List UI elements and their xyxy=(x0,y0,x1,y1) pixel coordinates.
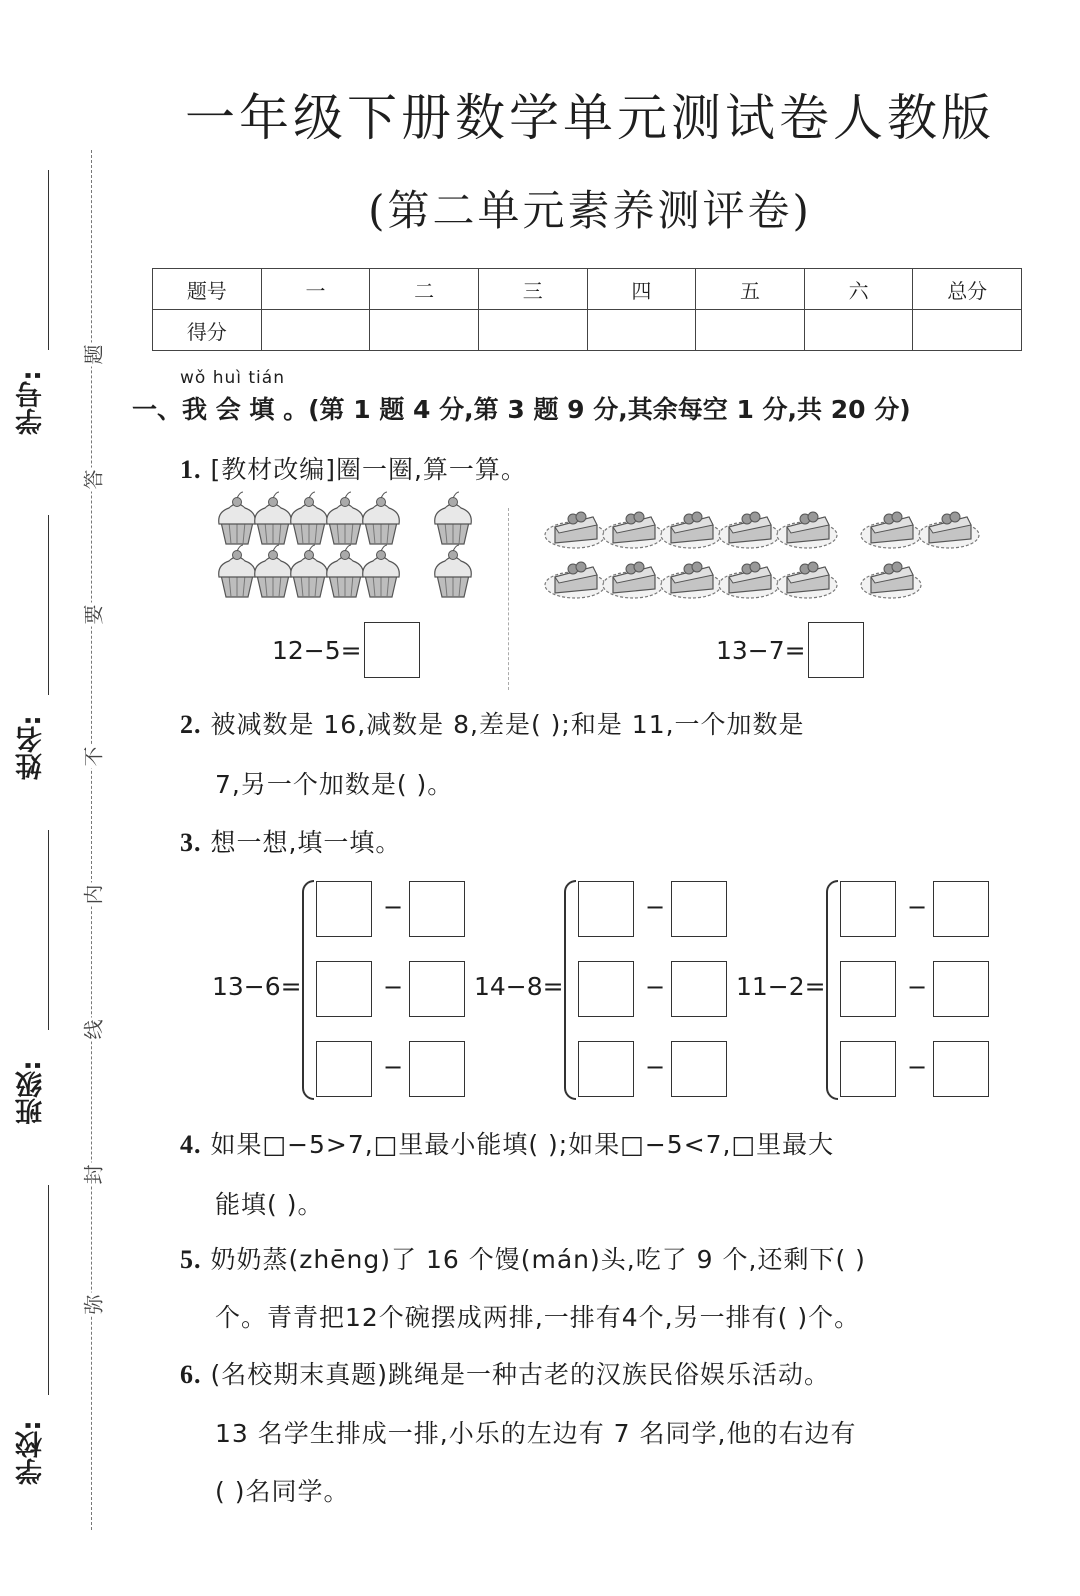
score-cell[interactable] xyxy=(696,310,805,351)
page-subtitle: (第二单元素养测评卷) xyxy=(368,186,812,235)
minus-sign: − xyxy=(645,973,666,1001)
score-table-header-row xyxy=(153,269,1022,310)
question-4 xyxy=(180,1125,834,1161)
score-cell[interactable] xyxy=(261,310,370,351)
page-title: 一年级下册数学单元测试卷人教版 xyxy=(185,89,995,147)
cake-slice-icon xyxy=(777,512,837,548)
section-title: 一、我 会 填 。(第 1 题 4 分,第 3 题 9 分,其余每空 1 分,共 20 分) xyxy=(132,395,911,424)
q3-equation: 11−2= xyxy=(736,972,826,1001)
cupcake-icon xyxy=(363,492,400,544)
answer-box[interactable] xyxy=(671,1041,727,1097)
cupcake-icon xyxy=(255,492,292,544)
score-cell[interactable] xyxy=(370,310,479,351)
cake-slice-icon xyxy=(545,512,605,548)
cake-slice-icon xyxy=(919,512,979,548)
cake-slice-icon xyxy=(719,562,779,598)
answer-box[interactable] xyxy=(578,881,634,937)
question-text: 想一想,填一填。 xyxy=(210,828,402,857)
question-5-line2: 个。青青把12个碗摆成两排,一排有4个,另一排有( )个。 xyxy=(215,1303,861,1332)
brace-icon xyxy=(564,880,576,1100)
question-2 xyxy=(180,705,805,741)
cupcake-icon xyxy=(291,545,328,597)
question-number: 5. xyxy=(180,1245,202,1274)
q3-equation: 13−6= xyxy=(212,972,302,1001)
name-label: 姓名: xyxy=(16,715,47,780)
minus-sign: − xyxy=(383,1053,404,1081)
score-row-label: 得分 xyxy=(153,310,262,351)
answer-box[interactable] xyxy=(578,961,634,1017)
answer-box[interactable] xyxy=(409,881,465,937)
cupcake-icon xyxy=(435,492,472,544)
score-header-cell: 二 xyxy=(370,269,479,310)
seal-char: 题 xyxy=(78,343,107,367)
cake-slice-icon xyxy=(603,512,663,548)
score-cell[interactable] xyxy=(478,310,587,351)
question-6-line2: 13 名学生排成一排,小乐的左边有 7 名同学,他的右边有 xyxy=(215,1419,857,1448)
score-header-cell: 总分 xyxy=(913,269,1022,310)
q1-right-equation: 13−7= xyxy=(716,636,806,665)
cake-slice-icon xyxy=(661,562,721,598)
score-header-cell: 五 xyxy=(696,269,805,310)
score-header-cell: 六 xyxy=(804,269,913,310)
cake-group xyxy=(545,505,985,615)
cake-slice-icon xyxy=(861,512,921,548)
cake-slice-icon xyxy=(661,512,721,548)
answer-box[interactable] xyxy=(671,881,727,937)
answer-box[interactable] xyxy=(671,961,727,1017)
score-table-score-row xyxy=(153,310,1022,351)
q1-left-equation: 12−5= xyxy=(272,636,362,665)
answer-box[interactable] xyxy=(840,881,896,937)
score-cell[interactable] xyxy=(913,310,1022,351)
score-cell[interactable] xyxy=(804,310,913,351)
q1-divider xyxy=(508,508,509,690)
minus-sign: − xyxy=(907,1053,928,1081)
cupcake-icon xyxy=(327,545,364,597)
question-number: 1. xyxy=(180,455,202,484)
student-id-line xyxy=(48,170,49,350)
class-label: 班级: xyxy=(16,1060,47,1125)
seal-char: 线 xyxy=(78,1018,107,1042)
question-text: 如果□−5>7,□里最小能填( );如果□−5<7,□里最大 xyxy=(210,1130,835,1159)
answer-box[interactable] xyxy=(316,961,372,1017)
q3-equation: 14−8= xyxy=(474,972,564,1001)
answer-box[interactable] xyxy=(933,1041,989,1097)
cake-slice-icon xyxy=(719,512,779,548)
seal-char: 封 xyxy=(78,1163,107,1187)
question-text: 被减数是 16,减数是 8,差是( );和是 11,一个加数是 xyxy=(210,710,805,739)
cake-slice-icon xyxy=(861,562,921,598)
score-header-cell: 四 xyxy=(587,269,696,310)
cupcake-icon xyxy=(219,545,256,597)
question-text: [教材改编]圈一圈,算一算。 xyxy=(210,455,527,484)
seal-char: 要 xyxy=(78,603,107,627)
score-header-cell: 一 xyxy=(261,269,370,310)
question-1 xyxy=(180,450,527,486)
cupcake-icon xyxy=(291,492,328,544)
seal-char: 弥 xyxy=(78,1293,107,1317)
cupcake-icon xyxy=(327,492,364,544)
question-6-line3: ( )名同学。 xyxy=(215,1477,350,1506)
question-number: 6. xyxy=(180,1360,202,1389)
answer-box[interactable] xyxy=(840,1041,896,1097)
question-3 xyxy=(180,823,401,859)
cake-slice-icon xyxy=(777,562,837,598)
question-text: (名校期末真题)跳绳是一种古老的汉族民俗娱乐活动。 xyxy=(210,1360,830,1389)
question-number: 4. xyxy=(180,1130,202,1159)
question-4-line2: 能填( )。 xyxy=(215,1190,324,1219)
minus-sign: − xyxy=(383,973,404,1001)
answer-box[interactable] xyxy=(364,622,420,678)
name-line xyxy=(48,515,49,695)
cupcake-icon xyxy=(255,545,292,597)
class-line xyxy=(48,830,49,1030)
question-6 xyxy=(180,1355,830,1391)
seal-char: 答 xyxy=(78,468,107,492)
school-line xyxy=(48,1185,49,1395)
cupcake-icon xyxy=(363,545,400,597)
minus-sign: − xyxy=(645,1053,666,1081)
answer-box[interactable] xyxy=(409,961,465,1017)
question-number: 3. xyxy=(180,828,202,857)
section-pinyin: wǒ huì tián xyxy=(180,368,285,388)
brace-icon xyxy=(302,880,314,1100)
answer-box[interactable] xyxy=(409,1041,465,1097)
seal-char: 不 xyxy=(78,745,107,769)
cupcake-group xyxy=(215,500,515,610)
minus-sign: − xyxy=(907,893,928,921)
minus-sign: − xyxy=(645,893,666,921)
score-header-cell: 三 xyxy=(478,269,587,310)
answer-box[interactable] xyxy=(933,961,989,1017)
question-text: 奶奶蒸(zhēng)了 16 个馒(mán)头,吃了 9 个,还剩下( ) xyxy=(210,1245,866,1274)
answer-box[interactable] xyxy=(840,961,896,1017)
answer-box[interactable] xyxy=(316,1041,372,1097)
seal-char: 内 xyxy=(78,883,107,907)
score-cell[interactable] xyxy=(587,310,696,351)
student-id-label: 学号: xyxy=(16,370,47,435)
answer-box[interactable] xyxy=(316,881,372,937)
minus-sign: − xyxy=(907,973,928,1001)
answer-box[interactable] xyxy=(933,881,989,937)
cake-slice-icon xyxy=(603,562,663,598)
answer-box[interactable] xyxy=(578,1041,634,1097)
score-header-cell: 题号 xyxy=(153,269,262,310)
question-5 xyxy=(180,1240,866,1276)
cupcake-icon xyxy=(435,545,472,597)
cake-slice-icon xyxy=(545,562,605,598)
school-label: 学校: xyxy=(16,1420,47,1485)
answer-box[interactable] xyxy=(808,622,864,678)
minus-sign: − xyxy=(383,893,404,921)
question-number: 2. xyxy=(180,710,202,739)
cupcake-icon xyxy=(219,492,256,544)
score-table xyxy=(152,268,1022,351)
brace-icon xyxy=(826,880,838,1100)
question-2-line2: 7,另一个加数是( )。 xyxy=(215,770,454,799)
